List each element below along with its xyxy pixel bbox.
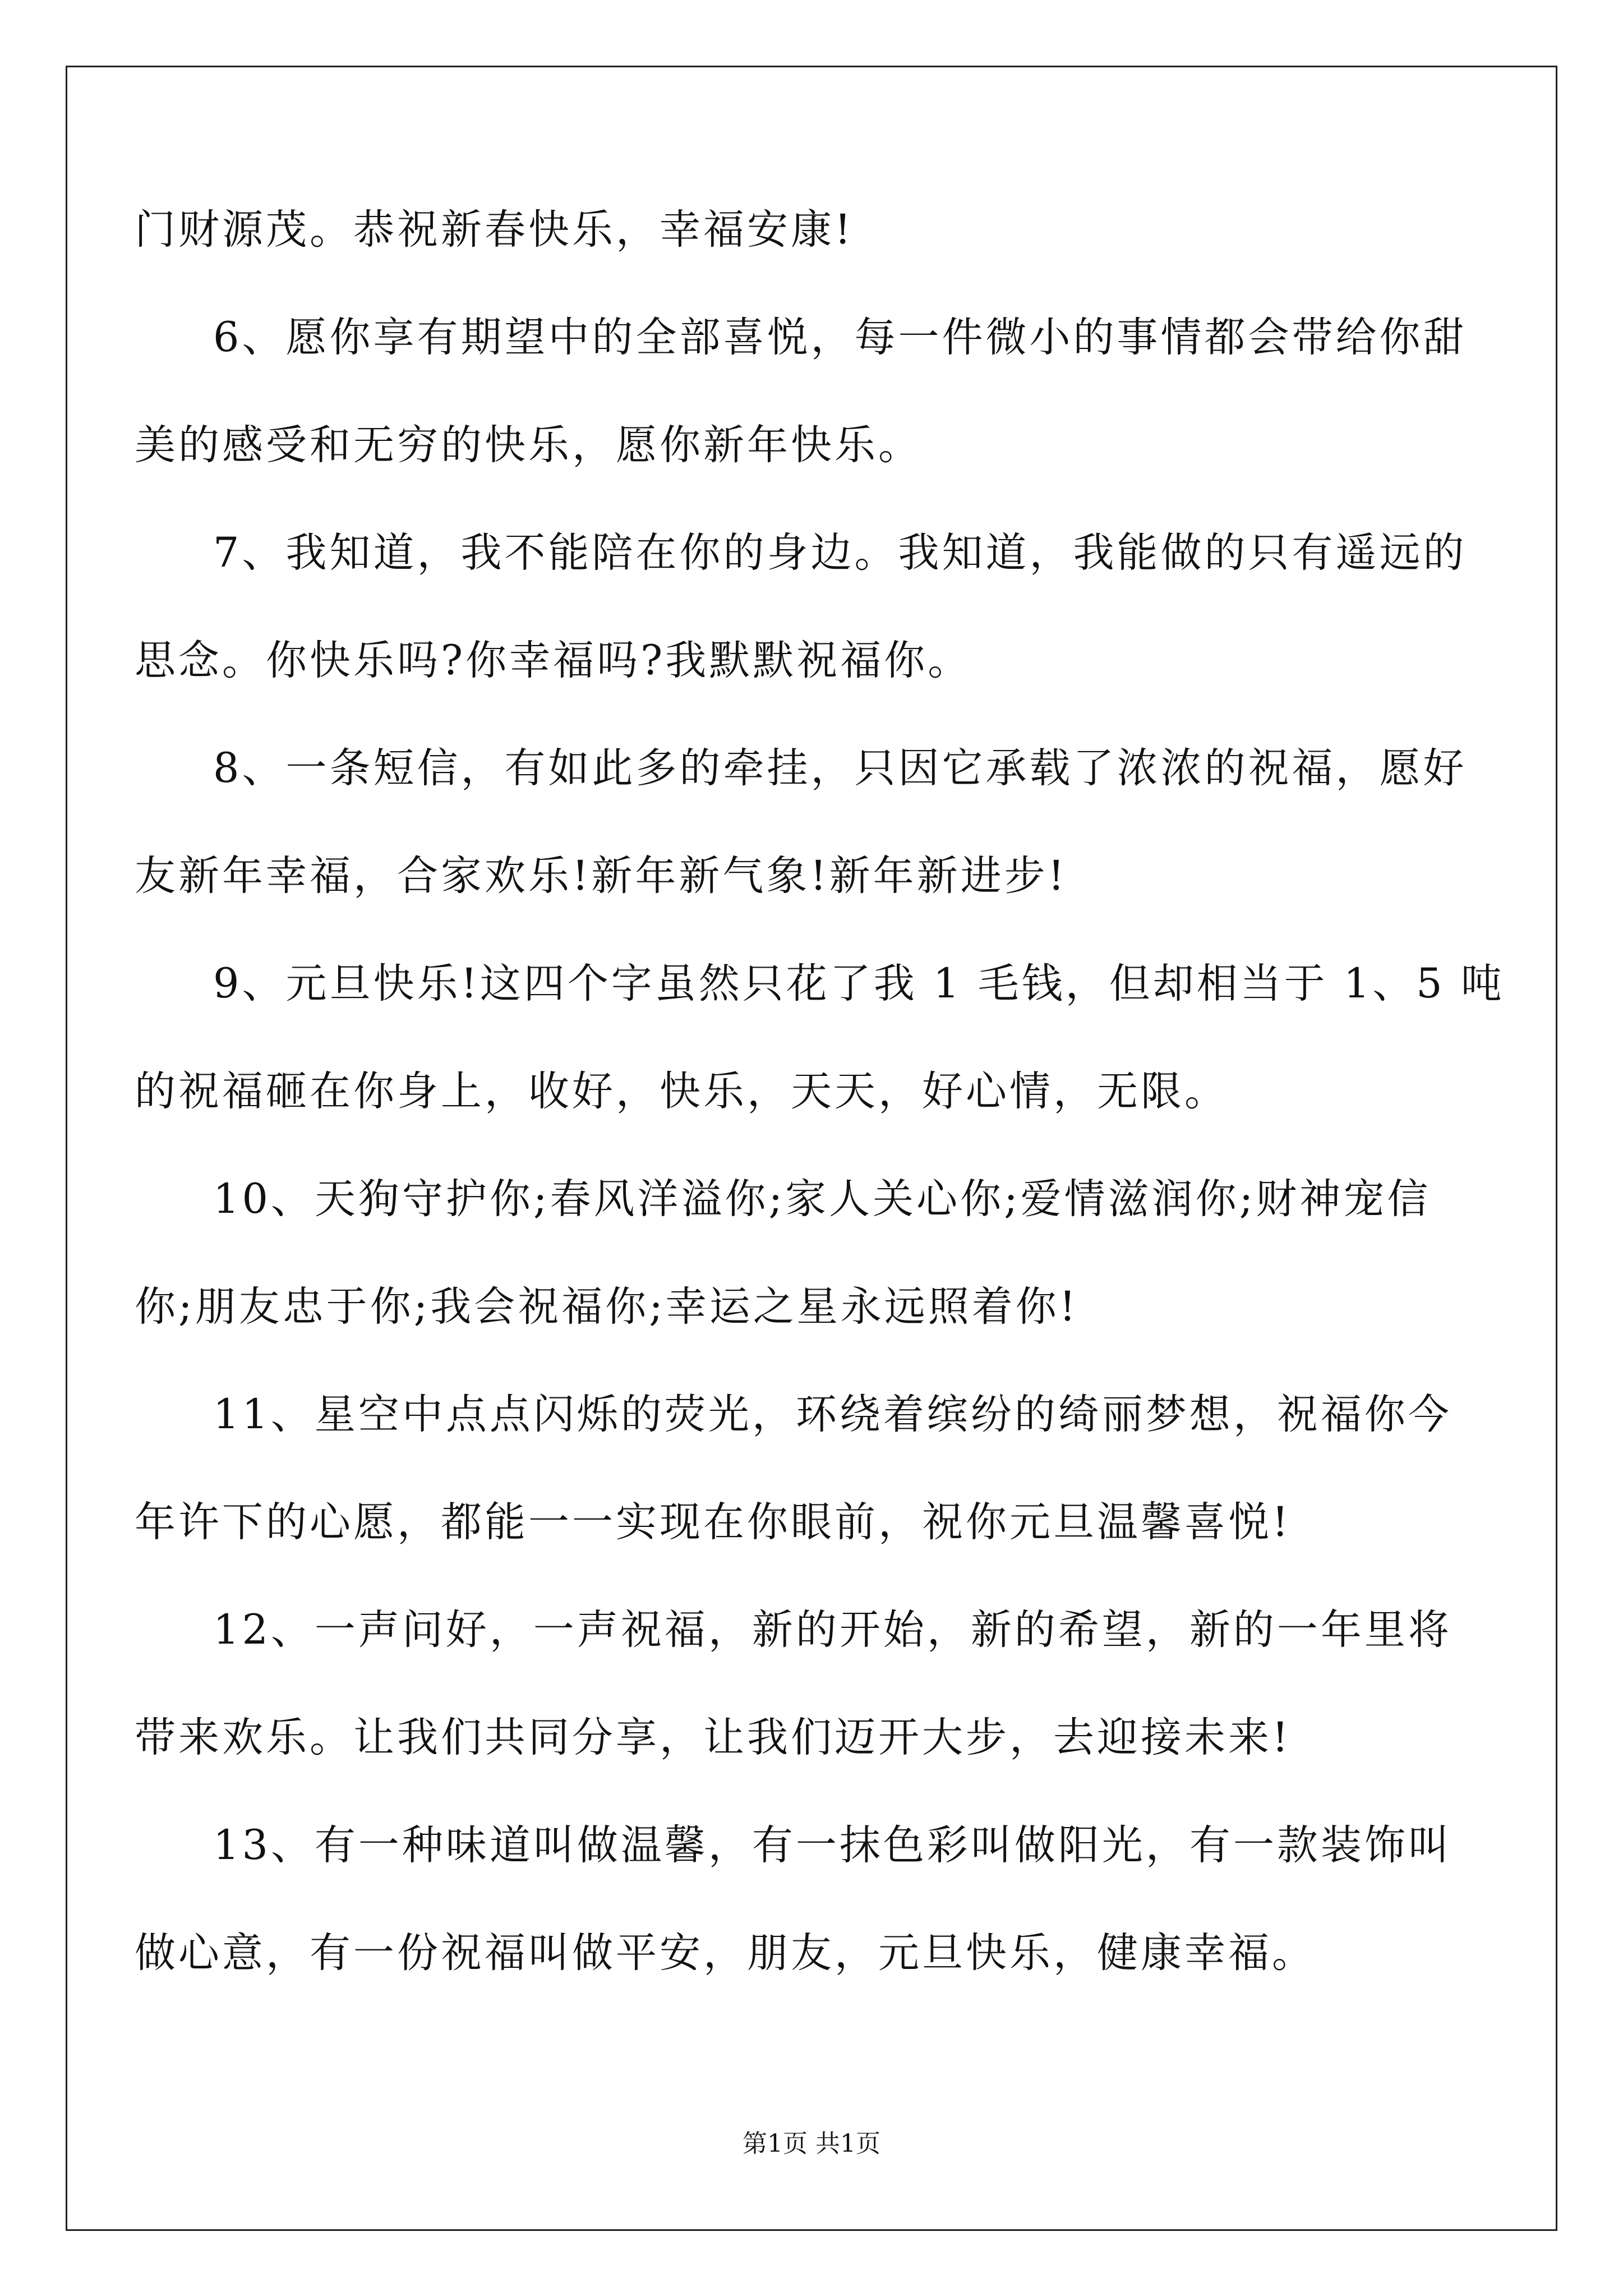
page-border: [66, 66, 1557, 2231]
paragraph-line: 带来欢乐。让我们共同分享，让我们迈开大步，去迎接未来!: [135, 1714, 1292, 1761]
paragraph-line: 友新年幸福，合家欢乐!新年新气象!新年新进步!: [135, 852, 1068, 900]
paragraph-line: 13、有一种味道叫做温馨，有一抹色彩叫做阳光，有一款装饰叫: [213, 1821, 1452, 1869]
paragraph-line: 年许下的心愿，都能一一实现在你眼前，祝你元旦温馨喜悦!: [135, 1498, 1292, 1546]
paragraph-line: 8、一条短信，有如此多的牵挂，只因它承载了浓浓的祝福，愿好: [213, 744, 1467, 792]
paragraph-line: 11、星空中点点闪烁的荧光，环绕着缤纷的绮丽梦想，祝福你今: [213, 1391, 1452, 1438]
paragraph-line: 门财源茂。恭祝新春快乐，幸福安康!: [135, 206, 854, 254]
paragraph-line: 做心意，有一份祝福叫做平安，朋友，元旦快乐，健康幸福。: [135, 1929, 1316, 1977]
paragraph-line: 你;朋友忠于你;我会祝福你;幸运之星永远照着你!: [135, 1283, 1079, 1331]
paragraph-line: 思念。你快乐吗?你幸福吗?我默默祝福你。: [135, 637, 972, 684]
paragraph-line: 6、愿你享有期望中的全部喜悦，每一件微小的事情都会带给你甜: [213, 314, 1467, 361]
paragraph-line: 9、元旦快乐!这四个字虽然只花了我 1 毛钱，但却相当于 1、5 吨: [213, 960, 1505, 1007]
paragraph-line: 10、天狗守护你;春风洋溢你;家人关心你;爱情滋润你;财神宠信: [213, 1175, 1431, 1223]
paragraph-line: 7、我知道，我不能陪在你的身边。我知道，我能做的只有遥远的: [213, 529, 1467, 577]
page-number-footer: 第1页 共1页: [743, 2129, 880, 2158]
paragraph-line: 的祝福砸在你身上，收好，快乐，天天，好心情，无限。: [135, 1068, 1228, 1115]
paragraph-line: 12、一声问好，一声祝福，新的开始，新的希望，新的一年里将: [213, 1606, 1452, 1654]
paragraph-line: 美的感受和无穷的快乐，愿你新年快乐。: [135, 421, 922, 469]
